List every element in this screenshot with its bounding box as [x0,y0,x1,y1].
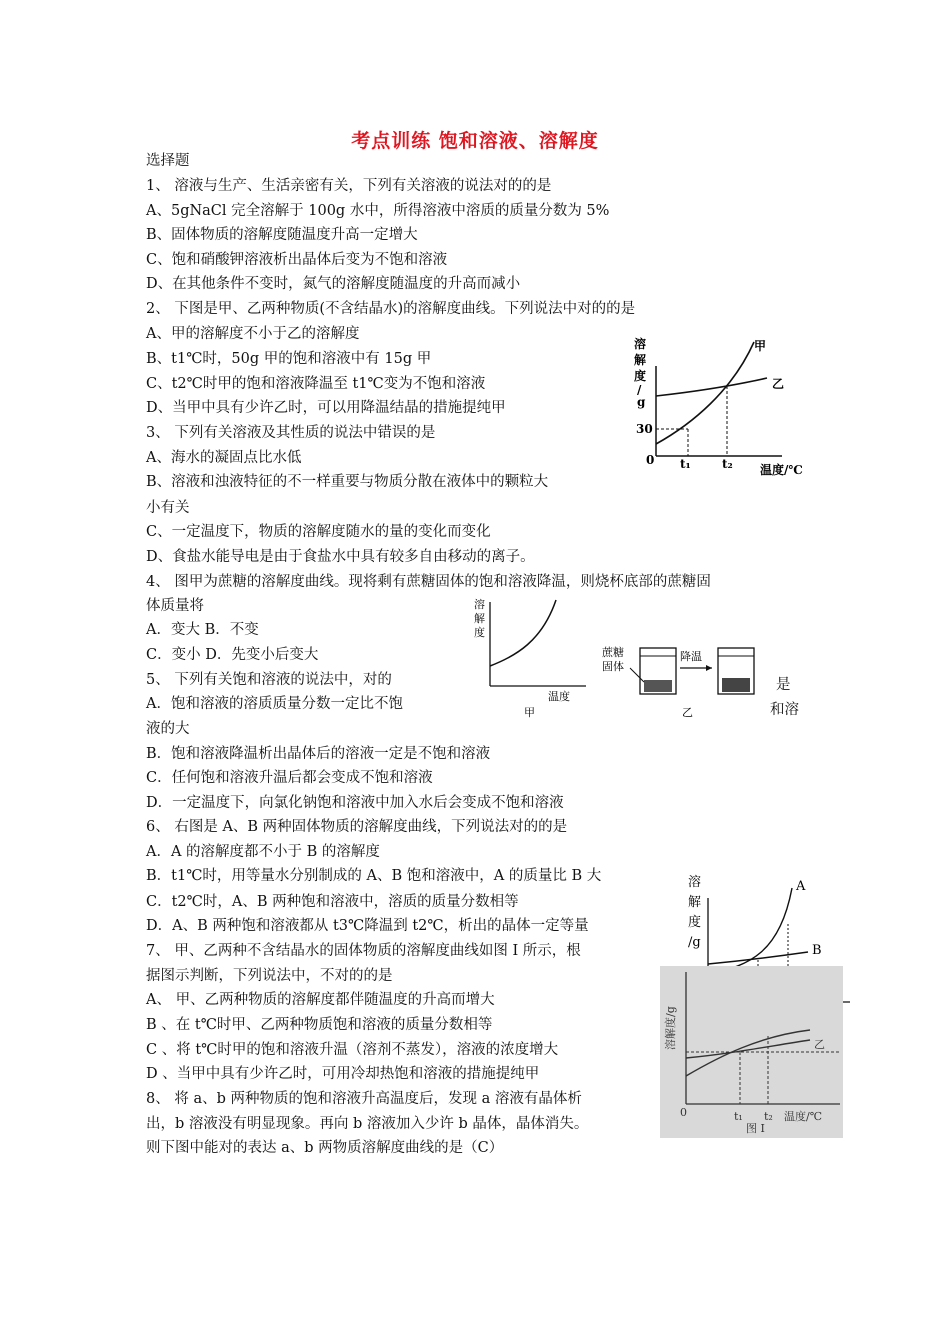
text-line: D、当甲中具有少许乙时，可以用降温结晶的措施提纯甲 [146,400,506,416]
x-tick-label: t₁ [680,457,691,471]
x-tick-label: t₂ [764,1110,773,1123]
q7-solubility-chart [660,966,843,1138]
x-tick-label: t₂ [722,457,733,471]
text-line: 液的大 [146,721,190,737]
text-line: 8、 将 a、b 两种物质的饱和溶液升高温度后，发现 a 溶液有晶体析 [146,1091,582,1107]
ylabel-char: 度 [688,915,702,930]
figure-caption: 图 I [746,1122,765,1135]
caption-yi: 乙 [682,706,693,719]
ylabel-char: 溶 [634,337,647,351]
text-line: A、甲的溶解度不小于乙的溶解度 [146,326,360,342]
y-axis-label: 溶解度/g [664,1006,677,1050]
curve-label-b: B [812,943,822,958]
q5-text-right-2: 和溶 [770,702,799,718]
ylabel-char: 溶 [688,875,702,890]
x-axis-label: 温度/℃ [784,1110,823,1123]
curve-label-yi: 乙 [772,377,785,391]
origin-label: 0 [680,1106,687,1119]
text-line: B．饱和溶液降温析出晶体后的溶液一定是不饱和溶液 [146,746,491,762]
text-line: A．变大 B．不变 [146,622,259,638]
curve-label-a: A [796,879,806,894]
q4-sucrose-figure [456,596,796,721]
curve-label-yi: 乙 [814,1038,825,1051]
text-line: B、溶液和浊液特征的不一样重要与物质分散在液体中的颗粒大 [146,474,549,490]
x-axis-label: 温度 [548,690,570,703]
text-line: C、饱和硝酸钾溶液析出晶体后变为不饱和溶液 [146,252,448,268]
ylabel-char: 解 [688,895,702,910]
ylabel-char: 度 [474,626,485,639]
curve-label-jia: 甲 [754,339,767,353]
y-tick-label: 30 [636,422,653,436]
text-line: D．一定温度下，向氯化钠饱和溶液中加入水后会变成不饱和溶液 [146,795,564,811]
q2-solubility-chart [622,336,812,486]
ylabel-char: 溶 [474,598,485,611]
q5-text-right-1: 是 [776,677,791,693]
text-line: 2、 下图是甲、乙两种物质(不含结晶水)的溶解度曲线。下列说法中对的的是 [146,301,636,317]
text-line: A、5gNaCl 完全溶解于 100g 水中，所得溶液中溶质的质量分数为 5% [146,203,610,219]
text-line: A、海水的凝固点比水低 [146,450,302,466]
ylabel-char: 解 [474,612,485,625]
text-line: D、食盐水能导电是由于食盐水中具有较多自由移动的离子。 [146,549,535,565]
ylabel-char: /g [688,935,701,950]
text-line: D 、当甲中具有少许乙时，可用冷却热饱和溶液的措施提纯甲 [146,1066,540,1082]
origin-label: 0 [646,453,655,467]
text-line: C．任何饱和溶液升温后都会变成不饱和溶液 [146,770,433,786]
text-line: B、固体物质的溶解度随温度升高一定增大 [146,227,418,243]
text-line: 据图示判断，下列说法中，不对的的是 [146,968,393,984]
x-axis-label: 温度/℃ [760,463,803,477]
text-line: B、t1℃时，50g 甲的饱和溶液中有 15g 甲 [146,351,432,367]
text-line: A．A 的溶解度都不小于 B 的溶解度 [146,844,380,860]
text-line: 1、 溶液与生产、生活亲密有关，下列有关溶液的说法对的的是 [146,178,552,194]
text-line: D、在其他条件不变时，氮气的溶解度随温度的升高而减小 [146,276,521,292]
text-line: 小有关 [146,500,190,516]
text-line: 6、 右图是 A、B 两种固体物质的溶解度曲线，下列说法对的的是 [146,819,568,835]
text-line: B．t1℃时，用等量水分别制成的 A、B 饱和溶液中，A 的质量比 B 大 [146,868,602,884]
solid-label: 固体 [602,660,624,673]
text-line: C．变小 D．先变小后变大 [146,647,319,663]
text-line: 出，b 溶液没有明显现象。再向 b 溶液加入少许 b 晶体，晶体消失。 [146,1116,589,1132]
ylabel-char: 度 [634,369,647,383]
text-line: C、t2℃时甲的饱和溶液降温至 t1℃变为不饱和溶液 [146,376,486,392]
solid-label: 蔗糖 [602,646,624,659]
text-line: 选择题 [146,153,190,169]
text-line: A、 甲、乙两种物质的溶解度都伴随温度的升高而增大 [146,992,495,1008]
text-line: B 、在 t℃时甲、乙两种物质饱和溶液的质量分数相等 [146,1017,493,1033]
page-title: 考点训练 饱和溶液、溶解度 [351,130,599,152]
ylabel-char: g [637,395,646,409]
text-line: 7、 甲、乙两种不含结晶水的固体物质的溶解度曲线如图 I 所示，根 [146,943,581,959]
text-line: D．A、B 两种饱和溶液都从 t3℃降温到 t2℃，析出的晶体一定等量 [146,918,589,934]
text-line: C、一定温度下，物质的溶解度随水的量的变化而变化 [146,524,491,540]
text-line: 则下图中能对的表达 a、b 两物质溶解度曲线的是（C） [146,1140,504,1156]
text-line: 体质量将 [146,598,204,614]
text-line: 3、 下列有关溶液及其性质的说法中错误的是 [146,425,436,441]
text-line: C 、将 t℃时甲的饱和溶液升温（溶剂不蒸发），溶液的浓度增大 [146,1042,559,1058]
ylabel-char: / [637,383,642,397]
text-line: 4、 图甲为蔗糖的溶解度曲线。现将剩有蔗糖固体的饱和溶液降温，则烧杯底部的蔗糖固 [146,574,711,590]
text-line: A．饱和溶液的溶质质量分数一定比不饱 [146,696,403,712]
ylabel-char: 解 [634,353,647,367]
x-tick-label: t₁ [734,1110,743,1123]
arrow-label: 降温 [680,650,702,663]
text-line: C．t2℃时，A、B 两种饱和溶液中，溶质的质量分数相等 [146,894,519,910]
text-line: 5、 下列有关饱和溶液的说法中，对的 [146,672,392,688]
caption-jia: 甲 [524,706,535,719]
